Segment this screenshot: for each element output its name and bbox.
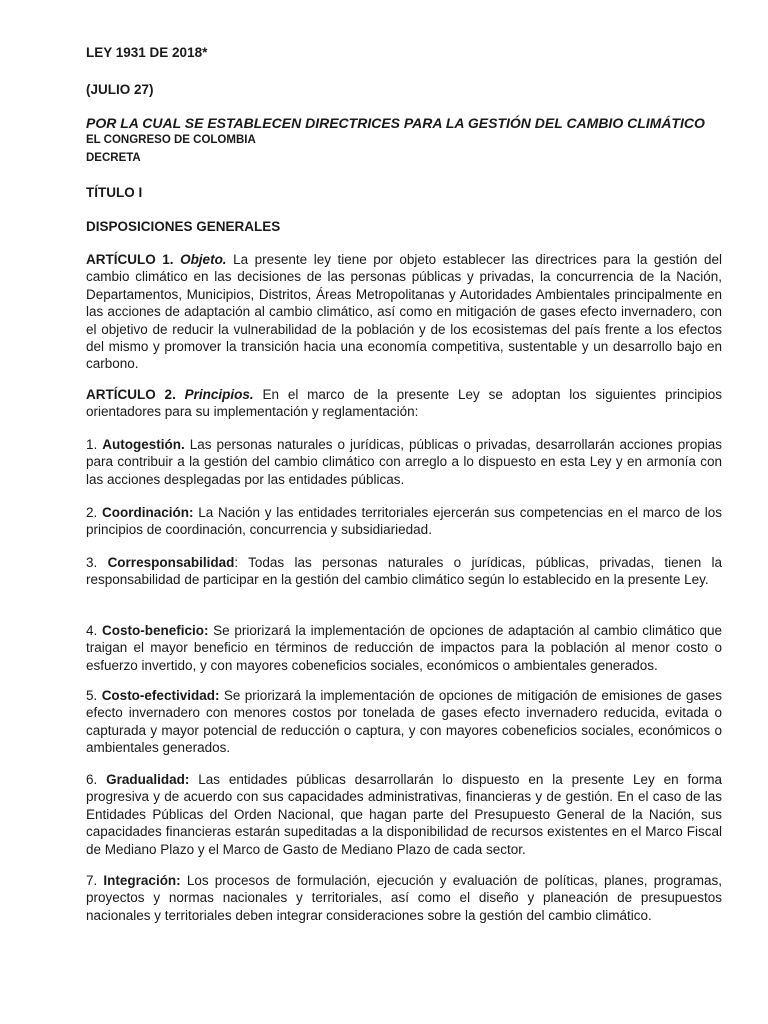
principle-item-2 [86, 504, 722, 539]
principle-number: 6. [86, 772, 107, 787]
principle-item-6 [86, 771, 722, 858]
principle-item-7 [86, 872, 722, 924]
principle-name: Gradualidad: [106, 772, 190, 787]
principle-name: Corresponsabilidad [107, 555, 235, 570]
article-1-name: Objeto. [180, 252, 227, 267]
article-2-name: Principios. [184, 387, 254, 402]
article-2-label: ARTÍCULO 2. [86, 387, 176, 402]
principle-text: : Todas las personas naturales o jurídicas, públicas, privadas, tienen la responsabilidad de participar en la gestión del cambio climático según lo establecido en la presente Ley. [86, 555, 722, 588]
principle-name: Integración: [103, 873, 181, 888]
principle-item-1 [86, 436, 722, 488]
principle-number: 7. [86, 873, 104, 888]
principle-text: Se priorizará la implementación de opciones de mitigación de emisiones de gases efecto invernadero con menores costos por tonelada de gases efecto invernadero reducida, evitada o capturada y mayor potencial de reducción o captura, y con mayores cobeneficios sociales, económicos o ambientales generados. [86, 688, 722, 756]
title-name: DISPOSICIONES GENERALES [86, 219, 281, 234]
article-1-text: La presente ley tiene por objeto establecer las directrices para la gestión del cambio climático en las decisiones de las personas públicas y privadas, la concurrencia de la Nación, Departamentos, Municipios, Distritos, Áreas Metropolitanas y Autoridades Ambientales principalmente en las acciones de adaptación al cambio climático, así como en mitigación de gases efecto invernadero, con el objetivo de reducir la vulnerabilidad de la población y de los ecosistemas del país frente a los efectos del mismo y promover la transición hacia una economía competitiva, sustentable y un desarrollo bajo en carbono. [86, 252, 722, 372]
principle-text: Se priorizará la implementación de opciones de adaptación al cambio climático que traigan el mayor beneficio en términos de reducción de impactos para la población al menor costo o esfuerzo invertido, y con mayores cobeneficios sociales, económicos o ambientales generados. [86, 623, 722, 673]
principle-item-3 [86, 554, 722, 589]
principle-text: Las entidades públicas desarrollarán lo dispuesto en la presente Ley en forma progresiva y de acuerdo con sus capacidades administrativas, financieras y de gestión. En el caso de las Entidades Públicas del Orden Nacional, que hagan parte del Presupuesto General de la Nación, sus capacidades financieras estarán supeditadas a la disponibilidad de recursos existentes en el Marco Fiscal de Mediano Plazo y el Marco de Gasto de Mediano Plazo de cada sector. [86, 772, 722, 857]
principle-number: 5. [86, 688, 102, 703]
principle-number: 4. [86, 623, 102, 638]
principle-text: La Nación y las entidades territoriales ejercerán sus competencias en el marco de los principios de coordinación, concurrencia y subsidiariedad. [86, 505, 722, 538]
principle-name: Costo-beneficio: [101, 623, 209, 638]
principle-name: Autogestión. [102, 437, 185, 452]
principle-text: Las personas naturales o jurídicas, públicas o privadas, desarrollarán acciones propias para contribuir a la gestión del cambio climático con arreglo a lo dispuesto en esta Ley y en armonía con las acciones desplegadas por las entidades públicas. [86, 437, 722, 487]
principle-item-5 [86, 687, 722, 757]
principle-number: 2. [86, 505, 102, 520]
law-number: LEY 1931 DE 2018* [86, 45, 208, 60]
congress-label: EL CONGRESO DE COLOMBIA [86, 134, 256, 146]
principle-number: 3. [86, 555, 108, 570]
law-date: (JULIO 27) [86, 82, 154, 97]
principle-number: 1. [86, 437, 103, 452]
principle-name: Costo-efectividad: [101, 688, 220, 703]
principle-name: Coordinación: [102, 505, 194, 520]
decree-label: DECRETA [86, 152, 141, 164]
article-2-text: En el marco de la presente Ley se adoptan los siguientes principios orientadores para su implementación y reglamentación: [86, 387, 722, 420]
article-1-label: ARTÍCULO 1. [86, 252, 174, 267]
article-1 [86, 251, 722, 373]
principle-item-4 [86, 622, 722, 674]
law-subtitle: POR LA CUAL SE ESTABLECEN DIRECTRICES PARA LA GESTIÓN DEL CAMBIO CLIMÁTICO [86, 115, 705, 131]
title-number: TÍTULO I [86, 185, 143, 200]
principle-text: Los procesos de formulación, ejecución y evaluación de políticas, planes, programas, proyectos y normas nacionales y territoriales, así como el diseño y planeación de presupuestos nacionales y territoriales deben integrar consideraciones sobre la gestión del cambio climático. [86, 873, 722, 923]
article-2 [86, 386, 722, 421]
